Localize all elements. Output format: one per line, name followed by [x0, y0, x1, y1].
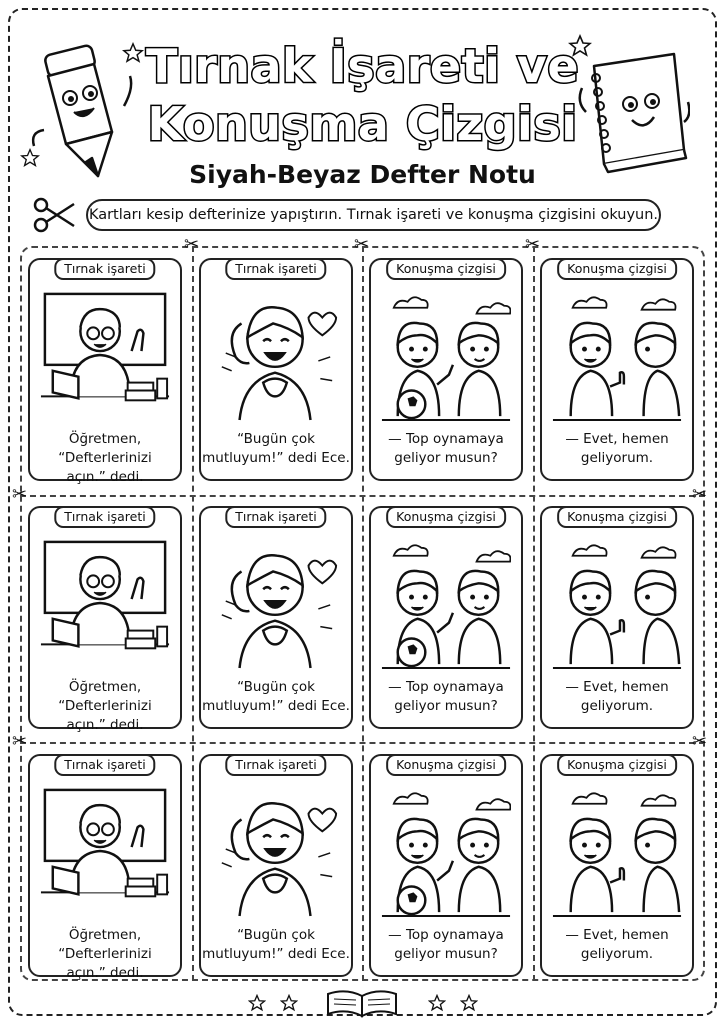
boys-thumb-illustration [552, 784, 682, 918]
card [369, 754, 523, 977]
star-icon [428, 994, 446, 1012]
card-text-line1: — Evet, hemen [565, 679, 669, 695]
card [199, 754, 353, 977]
boys-thumb-illustration [552, 536, 682, 670]
card-text-line2: geliyor musun? [394, 698, 498, 714]
card-label: Tırnak işareti [225, 506, 326, 528]
girl-illustration [211, 536, 341, 670]
card-label: Tırnak işareti [225, 258, 326, 280]
card-label: Konuşma çizgisi [386, 258, 506, 280]
card-text [371, 678, 521, 716]
card-text-line2: geliyorum. [580, 698, 654, 714]
scissors-icon: ✂ [692, 731, 708, 752]
card-text-line1: — Top oynamaya [388, 679, 504, 695]
card-text-line2: geliyor musun? [394, 946, 498, 962]
boys-ball-illustration [381, 288, 511, 422]
teacher-illustration [40, 784, 170, 918]
boys-ball-illustration [381, 536, 511, 670]
card [28, 258, 182, 485]
page-subtitle: Siyah-Beyaz Defter Notu [189, 160, 536, 189]
scissors-icon: ✂ [525, 234, 541, 255]
card-text-line2: mutluyum!” dedi Ece. [202, 450, 350, 466]
scissors-icon: ✂ [184, 234, 200, 255]
card-text-line1: Öğretmen, “Defterlerinizi [58, 679, 152, 714]
girl-illustration [211, 784, 341, 918]
card-label: Tırnak işareti [225, 754, 326, 776]
card-label: Tırnak işareti [54, 258, 155, 280]
card-text-line1: — Top oynamaya [388, 431, 504, 447]
card [540, 506, 694, 729]
card [540, 754, 694, 977]
card-text-line2: mutluyum!” dedi Ece. [202, 946, 350, 962]
cut-line [362, 246, 364, 981]
card-text [201, 926, 351, 964]
card-text [30, 926, 180, 983]
star-icon [460, 994, 478, 1012]
card-text [542, 678, 692, 716]
card-text [30, 430, 180, 487]
card-text-line1: — Top oynamaya [388, 927, 504, 943]
card-text-line1: — Evet, hemen [565, 927, 669, 943]
card-text-line2: açın.” dedi. [66, 717, 144, 733]
card [369, 506, 523, 729]
scissors-icon: ✂ [12, 731, 28, 752]
card [28, 754, 182, 981]
page-title-line1: Tırnak İşareti ve [145, 39, 580, 93]
star-icon [280, 994, 298, 1012]
card-text-line1: Öğretmen, “Defterlerinizi [58, 431, 152, 466]
card-label: Tırnak işareti [54, 754, 155, 776]
card-text [542, 430, 692, 468]
card-text-line1: “Bugün çok [237, 431, 315, 447]
card-label: Tırnak işareti [54, 506, 155, 528]
card-label: Konuşma çizgisi [386, 506, 506, 528]
card-text [371, 430, 521, 468]
card-text-line2: mutluyum!” dedi Ece. [202, 698, 350, 714]
card [199, 258, 353, 481]
boys-thumb-illustration [552, 288, 682, 422]
star-icon [248, 994, 266, 1012]
card-label: Konuşma çizgisi [557, 754, 677, 776]
card-text-line1: Öğretmen, “Defterlerinizi [58, 927, 152, 962]
scissors-icon: ✂ [692, 484, 708, 505]
card [369, 258, 523, 481]
girl-illustration [211, 288, 341, 422]
boys-ball-illustration [381, 784, 511, 918]
teacher-illustration [40, 536, 170, 670]
card-text-line1: — Evet, hemen [565, 431, 669, 447]
card-text-line1: “Bugün çok [237, 679, 315, 695]
card-text [371, 926, 521, 964]
scissors-icon: ✂ [354, 234, 370, 255]
card-text-line2: geliyorum. [580, 946, 654, 962]
page-title-line2: Konuşma Çizgisi [147, 97, 578, 151]
card-text [542, 926, 692, 964]
scissors-icon: ✂ [12, 484, 28, 505]
card [540, 258, 694, 481]
card-label: Konuşma çizgisi [557, 258, 677, 280]
card-label: Konuşma çizgisi [386, 754, 506, 776]
card-text [201, 430, 351, 468]
card-text [30, 678, 180, 735]
card-text-line2: açın.” dedi. [66, 469, 144, 485]
card-text-line2: açın.” dedi. [66, 965, 144, 981]
card-text [201, 678, 351, 716]
teacher-illustration [40, 288, 170, 422]
card-text-line2: geliyorum. [580, 450, 654, 466]
cut-line [533, 246, 535, 981]
open-book-icon [322, 988, 402, 1018]
card-text-line1: “Bugün çok [237, 927, 315, 943]
card-text-line2: geliyor musun? [394, 450, 498, 466]
cut-line [192, 246, 194, 981]
scissors-icon [32, 196, 76, 234]
card-label: Konuşma çizgisi [557, 506, 677, 528]
card [28, 506, 182, 733]
card [199, 506, 353, 729]
instructions-box: Kartları kesip defterinize yapıştırın. Tırnak işareti ve konuşma çizgisini okuyun. [86, 199, 661, 231]
